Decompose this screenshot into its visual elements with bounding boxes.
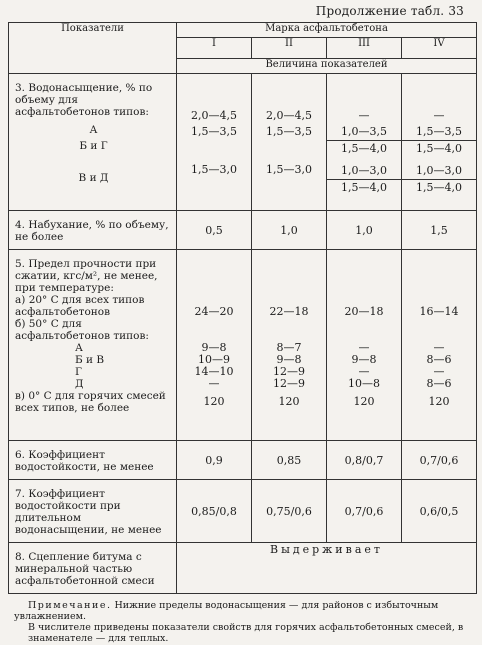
value: 8—7	[276, 341, 302, 354]
table-row-swelling	[9, 211, 477, 250]
cell-r6-grade-iv: 0,7/0,6	[402, 441, 477, 480]
value: 22—18	[269, 305, 309, 318]
value: 24—20	[194, 305, 234, 318]
cell-r3-grade-ii	[252, 74, 327, 211]
cell-r7-grade-iv: 0,6/0,5	[402, 480, 477, 543]
table-continuation-caption: Продолжение табл. 33	[315, 4, 464, 18]
value: 20—18	[344, 305, 384, 318]
value: 8—6	[426, 353, 452, 366]
cell-r6-grade-iii: 0,8/0,7	[327, 441, 402, 480]
value: —	[433, 109, 445, 122]
table-row-water-saturation	[9, 74, 477, 211]
value-numerator: 1,0—3,0	[327, 165, 401, 180]
value: 2,0—4,5	[191, 109, 237, 122]
table-row-bitumen-adhesion	[9, 543, 477, 594]
value-numerator: 1,0—3,5	[327, 126, 401, 141]
value-denominator: 1,5—4,0	[341, 142, 387, 155]
value: 9—8	[276, 353, 302, 366]
value: 1,5—3,5	[266, 125, 312, 138]
table-row-water-resistance	[9, 441, 477, 480]
value: 9—8	[201, 341, 227, 354]
value: —	[358, 365, 370, 378]
note-text-1: Нижние пределы водонасыщения — для районов с избыточным увлажнением.	[14, 600, 439, 622]
indicators-header: Показатели	[9, 23, 177, 74]
cell-r5-grade-iii	[327, 250, 402, 441]
value-header: Величина показателей	[177, 59, 477, 74]
note-line-1	[14, 600, 474, 622]
table-row-compressive-strength	[9, 250, 477, 441]
cell-r3-grade-iv	[402, 74, 477, 211]
value-denominator: 1,5—4,0	[416, 142, 462, 155]
value: 120	[278, 395, 300, 408]
value: 120	[203, 395, 225, 408]
indicator-title: 3. Водонасыщение, % по объему для асфальтобетонов типов:	[15, 82, 153, 118]
type-label: А	[75, 342, 83, 354]
value: 1,5—3,0	[266, 163, 312, 176]
properties-table	[8, 22, 477, 594]
value: 1,5—3,0	[191, 163, 237, 176]
value: —	[433, 365, 445, 378]
value-numerator: 1,5—3,5	[402, 126, 476, 141]
indicator-title: 5. Предел прочности при сжатии, кгс/м², не менее, при температуре:	[15, 258, 158, 294]
type-label: В и Д	[78, 172, 109, 184]
value: —	[358, 109, 370, 122]
cell-r4-grade-ii: 1,0	[252, 211, 327, 250]
value: 14—10	[194, 365, 234, 378]
type-label: А	[89, 124, 98, 136]
indicator-swelling: 4. Набухание, % по объему, не более	[9, 211, 177, 250]
cell-r5-grade-iv	[402, 250, 477, 441]
value: —	[433, 341, 445, 354]
value: 1,5—3,5	[191, 125, 237, 138]
cell-r6-grade-ii: 0,85	[252, 441, 327, 480]
cell-r7-grade-iii: 0,7/0,6	[327, 480, 402, 543]
type-label: Б и Г	[79, 140, 108, 152]
value: 120	[353, 395, 375, 408]
sub-indicator-c: в) 0° С для горячих смесей всех типов, не более	[15, 390, 166, 414]
cell-r7-grade-i: 0,85/0,8	[177, 480, 252, 543]
value: 12—9	[273, 365, 305, 378]
value-denominator: 1,5—4,0	[341, 181, 387, 194]
value: 10—9	[198, 353, 230, 366]
value: 8—6	[426, 377, 452, 390]
cell-r5-grade-i	[177, 250, 252, 441]
sub-indicator-a: а) 20° С для всех типов асфальтобетонов	[15, 294, 145, 318]
grade-ii-header: II	[252, 38, 327, 59]
type-label: Б и В	[75, 354, 105, 366]
indicator-water-resistance: 6. Коэффициент водостойкости, не менее	[9, 441, 177, 480]
cell-r5-grade-ii	[252, 250, 327, 441]
sub-indicator-b: б) 50° С для асфальтобетонов типов:	[15, 318, 149, 342]
value-denominator: 1,5—4,0	[416, 181, 462, 194]
cell-r4-grade-iv: 1,5	[402, 211, 477, 250]
grade-iii-header: III	[327, 38, 402, 59]
table-note	[14, 600, 474, 644]
value: 12—9	[273, 377, 305, 390]
cell-r3-grade-iii	[327, 74, 402, 211]
cell-r3-grade-i	[177, 74, 252, 211]
type-label: Г	[75, 366, 82, 378]
value: 16—14	[419, 305, 459, 318]
cell-r8-all-grades: Выдерживает	[177, 543, 477, 594]
cell-r7-grade-ii: 0,75/0,6	[252, 480, 327, 543]
value: —	[358, 341, 370, 354]
indicator-long-water-resistance: 7. Коэффициент водостойкости при длительном водонасыщении, не менее	[9, 480, 177, 543]
note-text-2: В числителе приведены показатели свойств для горячих асфальтобетонных смесей, в знаменателе — для теплых.	[28, 622, 464, 644]
value: 10—8	[348, 377, 380, 390]
indicator-water-saturation	[9, 74, 177, 211]
note-label: Примечание.	[28, 600, 112, 611]
value: —	[208, 377, 220, 390]
value-numerator: 1,0—3,0	[402, 165, 476, 180]
cell-r4-grade-i: 0,5	[177, 211, 252, 250]
grade-iv-header: IV	[402, 38, 477, 59]
indicator-compressive-strength	[9, 250, 177, 441]
value: 9—8	[351, 353, 377, 366]
grade-i-header: I	[177, 38, 252, 59]
indicator-bitumen-adhesion: 8. Сцепление битума с минеральной частью асфальтобетонной смеси	[9, 543, 177, 594]
value: 120	[428, 395, 450, 408]
grade-header: Марка асфальтобетона	[177, 23, 477, 38]
cell-r6-grade-i: 0,9	[177, 441, 252, 480]
value: 2,0—4,5	[266, 109, 312, 122]
type-label: Д	[75, 378, 84, 390]
table-row-long-water-resistance	[9, 480, 477, 543]
cell-r4-grade-iii: 1,0	[327, 211, 402, 250]
